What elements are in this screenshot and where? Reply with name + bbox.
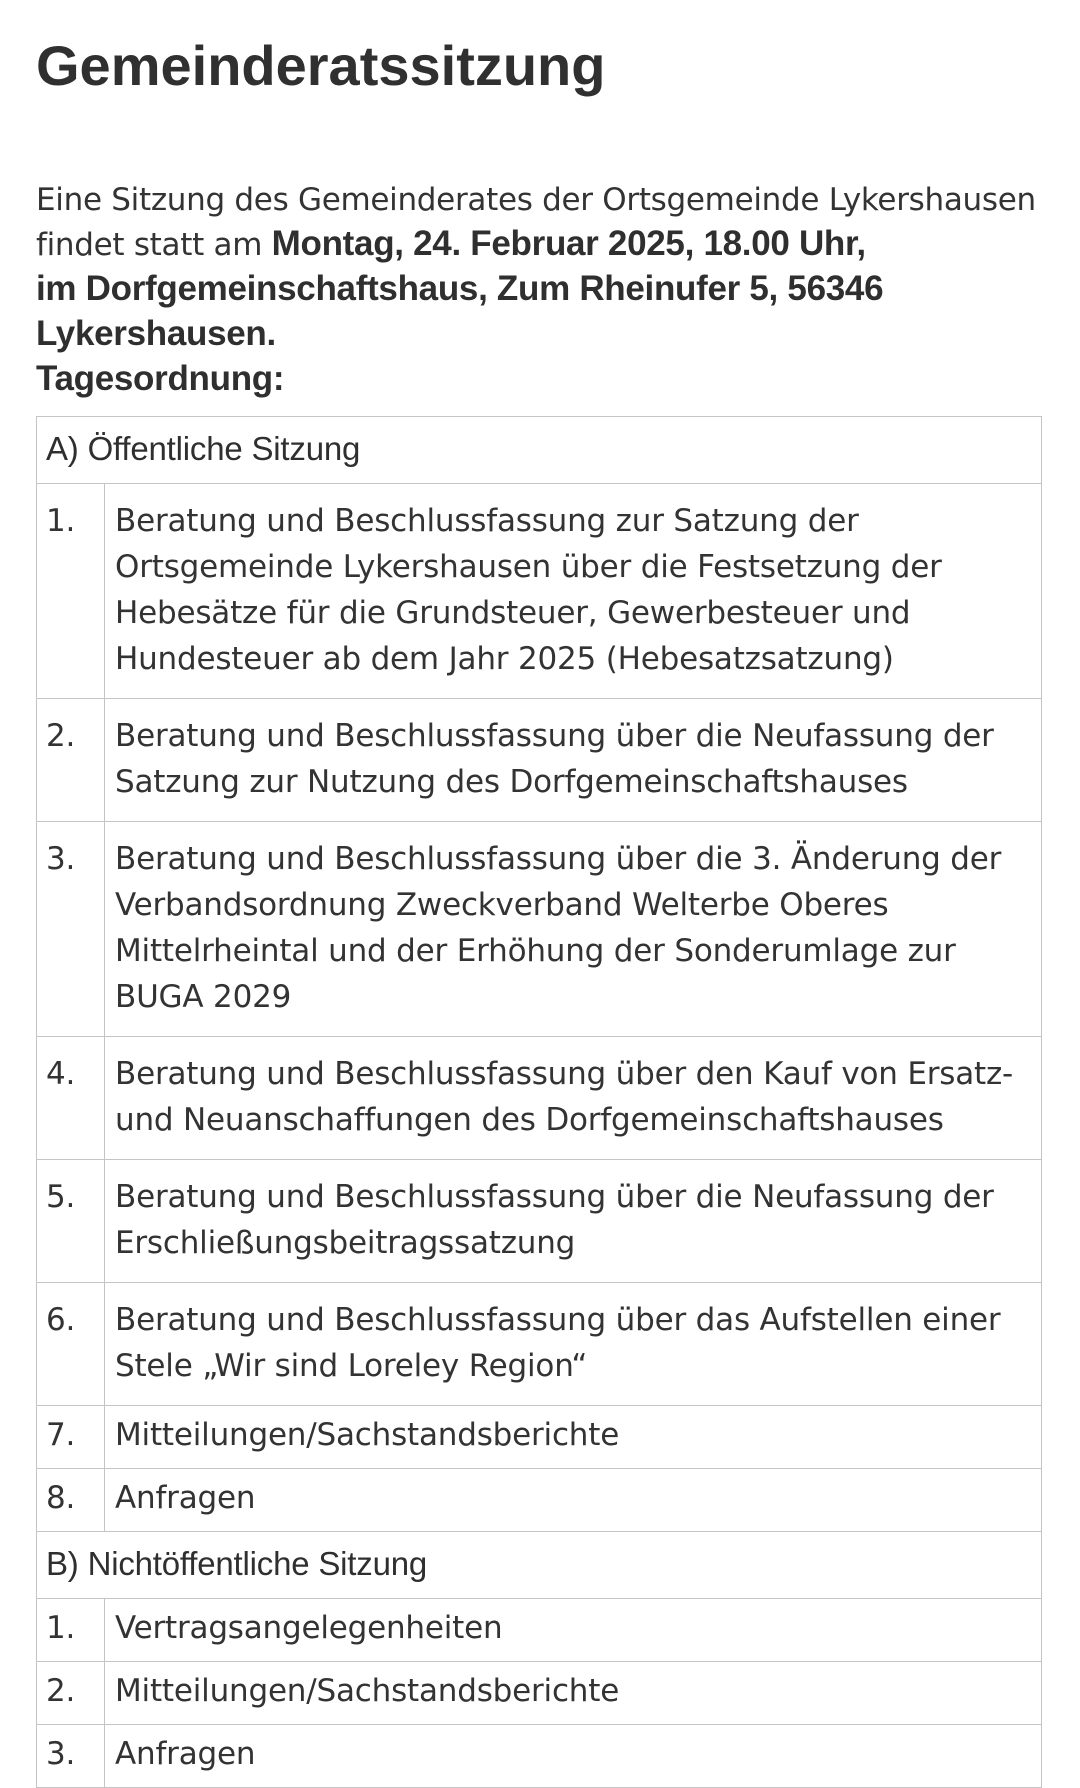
item-number: 3.: [37, 1725, 105, 1788]
item-text: Beratung und Beschlussfassung über die Neufassung der Satzung zur Nutzung des Dorfgemeinschaftshauses: [105, 699, 1042, 822]
agenda-table: [36, 416, 1042, 1788]
item-number: 1.: [37, 484, 105, 699]
section-row-private: [37, 1532, 1042, 1599]
item-number: 3.: [37, 822, 105, 1037]
agenda-row: [37, 1406, 1042, 1469]
item-number: 5.: [37, 1160, 105, 1283]
agenda-row: [37, 1160, 1042, 1283]
item-text: Beratung und Beschlussfassung zur Satzung der Ortsgemeinde Lykershausen über die Festsetzung der Hebesätze für die Grundsteuer, Gewerbesteuer und Hundesteuer ab dem Jahr 2025 (Hebesatzsatzung): [105, 484, 1042, 699]
item-number: 6.: [37, 1283, 105, 1406]
intro-paragraph: [36, 178, 1044, 402]
item-text: Anfragen: [105, 1725, 1042, 1788]
item-text: Beratung und Beschlussfassung über die Neufassung der Erschließungsbeitragssatzung: [105, 1160, 1042, 1283]
agenda-row: [37, 1662, 1042, 1725]
agenda-row: [37, 1599, 1042, 1662]
meeting-location: im Dorfgemeinschaftshaus, Zum Rheinufer 5, 56346 Lykershausen.: [36, 269, 884, 353]
agenda-row: [37, 1725, 1042, 1788]
agenda-row: [37, 1037, 1042, 1160]
item-text: Beratung und Beschlussfassung über die 3. Änderung der Verbandsordnung Zweckverband Welterbe Oberes Mittelrheintal und der Erhöhung der Sonderumlage zur BUGA 2029: [105, 822, 1042, 1037]
item-number: 2.: [37, 1662, 105, 1725]
item-text: Anfragen: [105, 1469, 1042, 1532]
agenda-row: [37, 1469, 1042, 1532]
agenda-row: [37, 822, 1042, 1037]
item-text: Beratung und Beschlussfassung über das Aufstellen einer Stele „Wir sind Loreley Region“: [105, 1283, 1042, 1406]
item-text: Mitteilungen/Sachstandsberichte: [105, 1406, 1042, 1469]
agenda-row: [37, 484, 1042, 699]
item-text: Beratung und Beschlussfassung über den Kauf von Ersatz- und Neuanschaffungen des Dorfgemeinschaftshauses: [105, 1037, 1042, 1160]
section-row-public: [37, 417, 1042, 484]
section-heading-public: A) Öffentliche Sitzung: [37, 417, 1042, 484]
agenda-row: [37, 1283, 1042, 1406]
item-number: 1.: [37, 1599, 105, 1662]
section-heading-private: B) Nichtöffentliche Sitzung: [37, 1532, 1042, 1599]
agenda-heading: Tagesordnung:: [36, 359, 285, 398]
agenda-row: [37, 699, 1042, 822]
item-number: 2.: [37, 699, 105, 822]
item-number: 7.: [37, 1406, 105, 1469]
item-number: 4.: [37, 1037, 105, 1160]
item-number: 8.: [37, 1469, 105, 1532]
page-title: Gemeinderatssitzung: [36, 34, 606, 97]
intro-text: Eine Sitzung des Gemeinderates der Ortsgemeinde Lykershausen findet statt am: [36, 182, 1036, 263]
meeting-date-time: Montag, 24. Februar 2025, 18.00 Uhr,: [271, 224, 866, 263]
item-text: Vertragsangelegenheiten: [105, 1599, 1042, 1662]
item-text: Mitteilungen/Sachstandsberichte: [105, 1662, 1042, 1725]
